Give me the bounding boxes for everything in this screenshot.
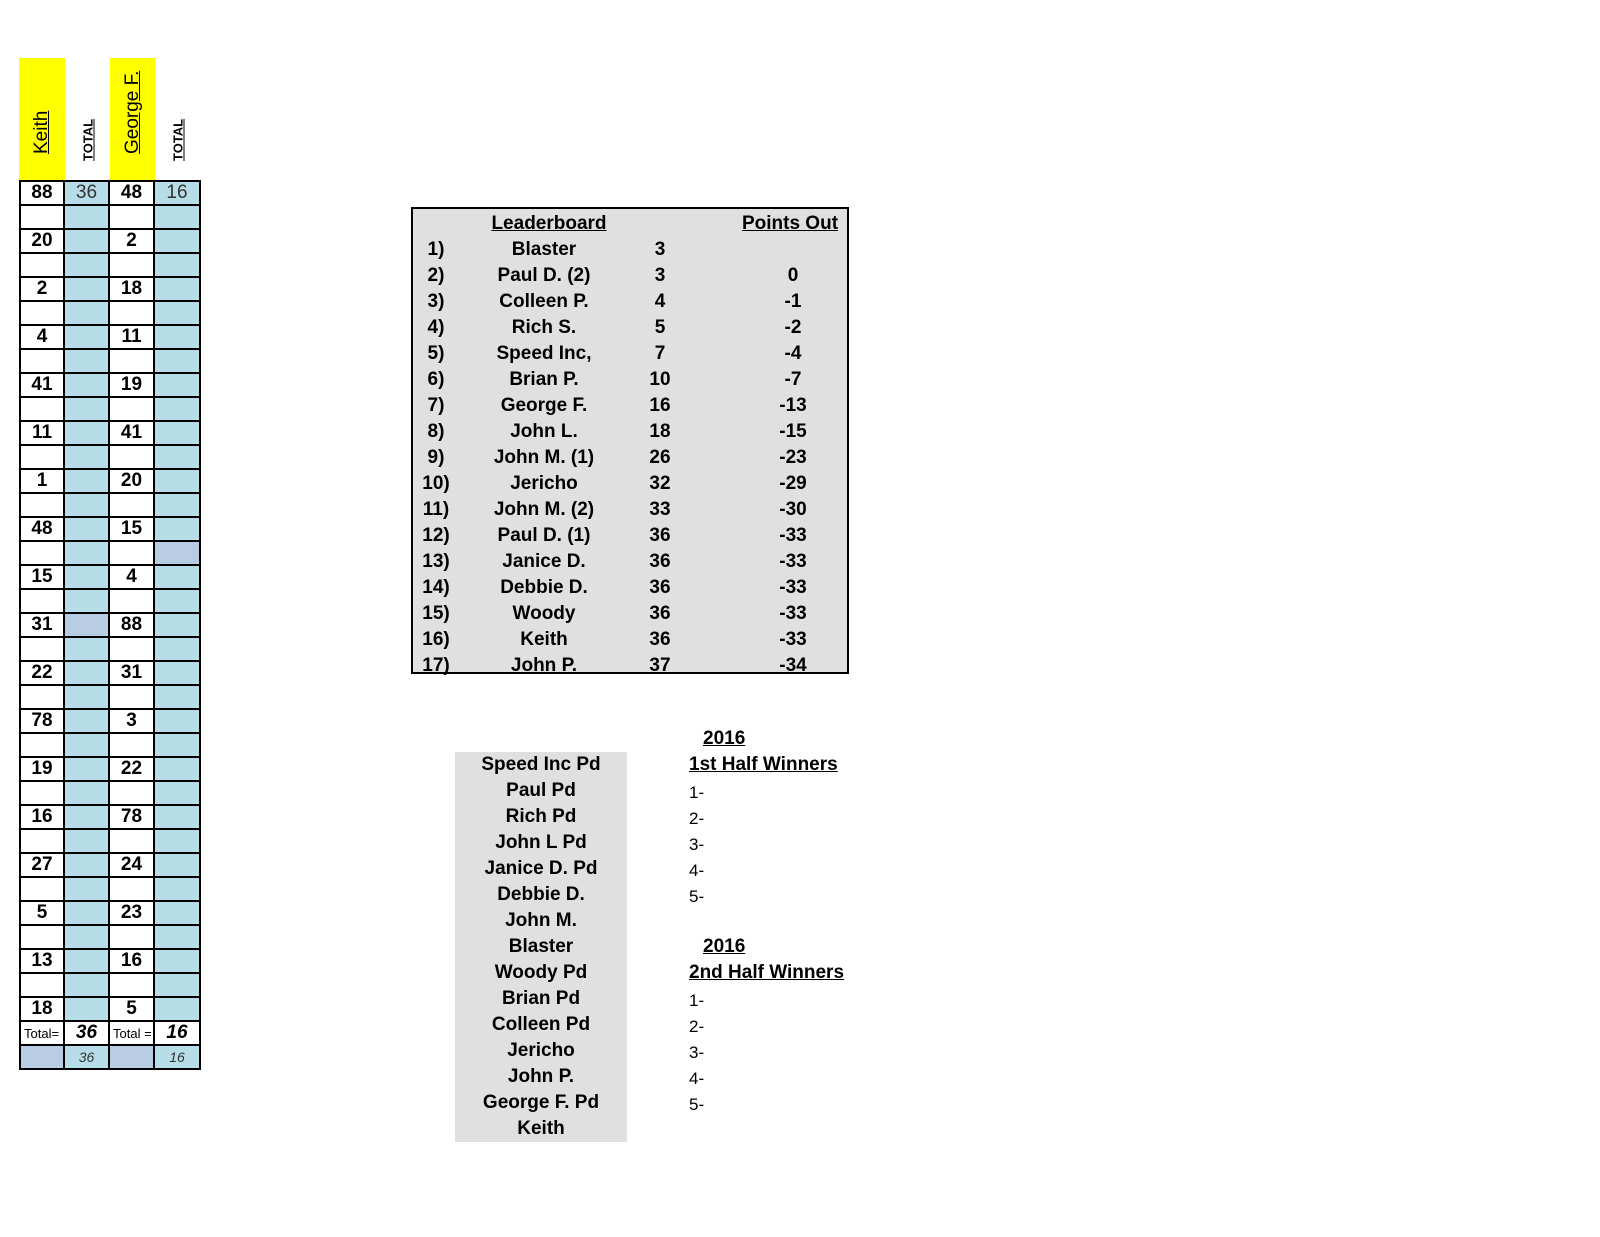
grid-cell [155, 734, 201, 758]
keith-pick-cell: 16 [19, 806, 65, 830]
points-out-header: Points Out [741, 213, 839, 234]
keith-pick-cell: 2 [19, 278, 65, 302]
leaderboard-points-out: -23 [779, 447, 807, 468]
george-pick-cell: 22 [110, 758, 155, 782]
leaderboard-rank: 3) [427, 291, 445, 312]
grid-cell [65, 566, 110, 590]
grid-cell [65, 230, 110, 254]
george-bottom-total: 16 [155, 1046, 201, 1070]
keith-pick-cell: 13 [19, 950, 65, 974]
grid-cell [19, 878, 65, 902]
grid-cell [155, 470, 201, 494]
grid-cell [65, 782, 110, 806]
leaderboard-name: John P. [510, 655, 578, 676]
keith-pick-cell: 20 [19, 230, 65, 254]
grid-cell [65, 878, 110, 902]
leaderboard-rank: 13) [422, 551, 450, 572]
leaderboard-row [413, 471, 847, 497]
grid-cell [155, 350, 201, 374]
grid-cell [19, 926, 65, 950]
keith-pick-cell: 18 [19, 998, 65, 1022]
grid-cell [110, 782, 155, 806]
paid-list-item: George F. Pd [482, 1092, 600, 1113]
grid-cell [110, 878, 155, 902]
winner-place: 2- [689, 809, 705, 828]
grid-cell [19, 206, 65, 230]
leaderboard-points-out: -33 [779, 629, 807, 650]
leaderboard-points-out: -33 [779, 525, 807, 546]
leaderboard-row [413, 549, 847, 575]
grid-cell [110, 254, 155, 278]
george-total-header-text: TOTAL [170, 118, 186, 161]
grid-cell [155, 662, 201, 686]
grid-cell [155, 590, 201, 614]
grid-cell [65, 542, 110, 566]
leaderboard-points-out: -30 [779, 499, 807, 520]
paid-list-item: Brian Pd [501, 988, 581, 1009]
grid-cell [110, 686, 155, 710]
grid-cell [155, 830, 201, 854]
george-pick-cell: 31 [110, 662, 155, 686]
leaderboard-rank: 17) [422, 655, 450, 676]
leaderboard-row [413, 263, 847, 289]
keith-total-label: Total= [19, 1022, 65, 1046]
keith-pick-cell: 48 [19, 518, 65, 542]
grid-cell [19, 446, 65, 470]
leaderboard-rank: 9) [427, 447, 445, 468]
grid-cell [65, 950, 110, 974]
leaderboard-name: Blaster [511, 239, 577, 260]
leaderboard-points-out: -7 [784, 369, 802, 390]
second-half-year: 2016 [703, 936, 746, 957]
leaderboard-points: 26 [649, 447, 671, 468]
leaderboard-points: 4 [654, 291, 666, 312]
george-total-value: 16 [155, 1022, 201, 1046]
keith-pick-cell: 11 [19, 422, 65, 446]
paid-list-item: Jericho [507, 1040, 575, 1061]
grid-cell [110, 302, 155, 326]
score-grid [19, 58, 201, 1070]
leaderboard-points-out: 0 [787, 265, 799, 286]
grid-cell [65, 446, 110, 470]
leaderboard-points-out: -29 [779, 473, 807, 494]
leaderboard-points: 3 [654, 239, 666, 260]
grid-cell [155, 686, 201, 710]
leaderboard-name: Paul D. (2) [497, 265, 591, 286]
grid-cell [19, 782, 65, 806]
grid-cell [65, 302, 110, 326]
grid-top-cell: 88 [19, 180, 65, 206]
grid-top-cell: 36 [65, 180, 110, 206]
grid-cell [110, 494, 155, 518]
george-pick-cell: 16 [110, 950, 155, 974]
leaderboard-rank: 1) [427, 239, 445, 260]
leaderboard-points-out: -15 [779, 421, 807, 442]
grid-cell [65, 902, 110, 926]
grid-cell [110, 542, 155, 566]
leaderboard-points: 16 [649, 395, 671, 416]
grid-cell [19, 398, 65, 422]
leaderboard-points-out: -33 [779, 603, 807, 624]
leaderboard-rank: 8) [427, 421, 445, 442]
grid-cell [155, 974, 201, 998]
grid-cell [110, 974, 155, 998]
grid-cell [65, 590, 110, 614]
winner-place: 4- [689, 1069, 705, 1088]
keith-pick-cell: 1 [19, 470, 65, 494]
keith-total-header-text: TOTAL [80, 118, 95, 161]
grid-cell [65, 398, 110, 422]
keith-pick-cell: 5 [19, 902, 65, 926]
grid-cell [110, 734, 155, 758]
leaderboard-points-out: -33 [779, 577, 807, 598]
keith-total-value: 36 [65, 1022, 110, 1046]
grid-cell [155, 302, 201, 326]
leaderboard-points-out: -1 [784, 291, 802, 312]
leaderboard-points-out: -34 [779, 655, 807, 676]
grid-cell [110, 638, 155, 662]
keith-pick-cell: 19 [19, 758, 65, 782]
first-half-year: 2016 [703, 728, 746, 749]
leaderboard-rank: 2) [427, 265, 445, 286]
grid-cell [155, 710, 201, 734]
leaderboard-name: Colleen P. [499, 291, 589, 312]
leaderboard-name: Speed Inc, [496, 343, 592, 364]
grid-cell [65, 998, 110, 1022]
paid-list-item: Woody Pd [494, 962, 588, 983]
leaderboard-row [413, 367, 847, 393]
grid-cell [155, 782, 201, 806]
keith-pick-cell: 22 [19, 662, 65, 686]
leaderboard-rank: 15) [422, 603, 450, 624]
leaderboard-row [413, 601, 847, 627]
grid-cell [155, 758, 201, 782]
grid-cell [155, 206, 201, 230]
keith-pick-cell: 78 [19, 710, 65, 734]
grid-cell [155, 398, 201, 422]
leaderboard-name: John L. [510, 421, 578, 442]
grid-cell [19, 686, 65, 710]
leaderboard-name: Janice D. [502, 551, 586, 572]
grid-cell [19, 638, 65, 662]
grid-cell [65, 278, 110, 302]
leaderboard-row [413, 445, 847, 471]
leaderboard-rank: 11) [422, 499, 450, 520]
leaderboard-points-out: -4 [784, 343, 802, 364]
leaderboard-points: 5 [654, 317, 666, 338]
keith-pick-cell: 27 [19, 854, 65, 878]
george-pick-cell: 88 [110, 614, 155, 638]
keith-bottom-total: 36 [65, 1046, 110, 1070]
grid-cell [155, 542, 201, 566]
grid-top-cell: 16 [155, 180, 201, 206]
leaderboard-points: 10 [649, 369, 671, 390]
george-pick-cell: 11 [110, 326, 155, 350]
leaderboard-row [413, 393, 847, 419]
grid-cell [110, 446, 155, 470]
grid-cell [155, 950, 201, 974]
grid-cell [155, 326, 201, 350]
leaderboard-row [413, 419, 847, 445]
george-pick-cell: 19 [110, 374, 155, 398]
winner-place: 1- [689, 783, 705, 802]
grid-cell [65, 830, 110, 854]
grid-cell [65, 734, 110, 758]
grid-cell [19, 254, 65, 278]
leaderboard-name: Jericho [510, 473, 578, 494]
grid-cell [155, 902, 201, 926]
grid-cell [155, 806, 201, 830]
second-half-title: 2nd Half Winners [689, 962, 845, 983]
george-pick-cell: 15 [110, 518, 155, 542]
grid-cell [65, 638, 110, 662]
keith-pick-cell: 41 [19, 374, 65, 398]
grid-cell [65, 206, 110, 230]
grid-cell [65, 710, 110, 734]
keith-header [19, 58, 65, 180]
leaderboard-rank: 14) [422, 577, 450, 598]
paid-list-item: Colleen Pd [491, 1014, 591, 1035]
leaderboard-points: 36 [649, 629, 671, 650]
grid-cell [155, 278, 201, 302]
leaderboard-points-out: -2 [784, 317, 802, 338]
grid-cell [155, 374, 201, 398]
leaderboard-row [413, 523, 847, 549]
leaderboard-name: Rich S. [511, 317, 577, 338]
leaderboard-points: 32 [649, 473, 671, 494]
leaderboard-points: 33 [649, 499, 671, 520]
grid-cell [110, 830, 155, 854]
leaderboard-row [413, 497, 847, 523]
leaderboard-row [413, 627, 847, 653]
grid-cell [65, 806, 110, 830]
george-header-text: George F. [121, 70, 143, 154]
grid-cell [19, 734, 65, 758]
paid-list-item: Speed Inc Pd [481, 754, 601, 775]
leaderboard-name: Keith [520, 629, 568, 650]
leaderboard-name: John M. (2) [493, 499, 595, 520]
leaderboard-name: Woody [512, 603, 576, 624]
leaderboard-row [413, 289, 847, 315]
grid-cell [155, 878, 201, 902]
george-header [110, 58, 155, 180]
grid-cell [65, 926, 110, 950]
leaderboard-rank: 10) [422, 473, 450, 494]
keith-pick-cell: 4 [19, 326, 65, 350]
grid-cell [19, 974, 65, 998]
grid-cell [65, 254, 110, 278]
keith-pick-cell: 31 [19, 614, 65, 638]
leaderboard-points: 36 [649, 551, 671, 572]
paid-list-item: John L Pd [495, 832, 587, 853]
grid-cell [65, 758, 110, 782]
winner-place: 5- [689, 887, 705, 906]
paid-list-item: John M. [505, 910, 577, 931]
george-pick-cell: 78 [110, 806, 155, 830]
paid-list-item: Blaster [508, 936, 574, 957]
george-pick-cell: 3 [110, 710, 155, 734]
grid-cell [19, 830, 65, 854]
grid-cell [110, 926, 155, 950]
leaderboard-header-row [413, 211, 847, 237]
george-pick-cell: 41 [110, 422, 155, 446]
leaderboard-rank: 6) [427, 369, 445, 390]
keith-total-header [65, 58, 110, 180]
paid-list-item: Paul Pd [506, 780, 576, 801]
grid-cell [19, 542, 65, 566]
grid-bottom-cell [19, 1046, 65, 1070]
leaderboard-rank: 12) [422, 525, 450, 546]
grid-cell [155, 854, 201, 878]
leaderboard-row [413, 315, 847, 341]
grid-cell [65, 350, 110, 374]
grid-bottom-cell [110, 1046, 155, 1070]
leaderboard-name: Debbie D. [500, 577, 588, 598]
grid-cell [19, 590, 65, 614]
grid-cell [65, 326, 110, 350]
george-total-label: Total = [110, 1022, 155, 1046]
leaderboard-points: 36 [649, 577, 671, 598]
grid-cell [65, 854, 110, 878]
leaderboard-points: 37 [649, 655, 671, 676]
grid-cell [110, 398, 155, 422]
george-pick-cell: 4 [110, 566, 155, 590]
grid-cell [65, 974, 110, 998]
leaderboard-panel [411, 207, 849, 674]
leaderboard-name: Paul D. (1) [497, 525, 591, 546]
grid-cell [155, 518, 201, 542]
paid-list-item: Janice D. Pd [484, 858, 598, 879]
george-pick-cell: 24 [110, 854, 155, 878]
grid-cell [65, 518, 110, 542]
leaderboard-row [413, 575, 847, 601]
first-half-title: 1st Half Winners [689, 754, 838, 775]
keith-header-text: Keith [31, 110, 52, 154]
leaderboard-rank: 4) [427, 317, 445, 338]
george-pick-cell: 5 [110, 998, 155, 1022]
grid-cell [155, 446, 201, 470]
george-pick-cell: 2 [110, 230, 155, 254]
grid-cell [19, 494, 65, 518]
leaderboard-rank: 16) [422, 629, 450, 650]
leaderboard-name: Brian P. [509, 369, 579, 390]
winner-place: 5- [689, 1095, 705, 1114]
grid-cell [155, 230, 201, 254]
george-pick-cell: 20 [110, 470, 155, 494]
grid-cell [155, 926, 201, 950]
paid-list-item: John P. [507, 1066, 575, 1087]
grid-cell [65, 662, 110, 686]
paid-list [455, 752, 627, 1142]
grid-cell [65, 374, 110, 398]
grid-cell [155, 638, 201, 662]
grid-top-cell: 48 [110, 180, 155, 206]
leaderboard-points-out: -33 [779, 551, 807, 572]
paid-list-item: Debbie D. [497, 884, 585, 905]
grid-cell [155, 614, 201, 638]
grid-cell [155, 494, 201, 518]
grid-cell [65, 422, 110, 446]
leaderboard-points: 3 [654, 265, 666, 286]
leaderboard-rank: 7) [427, 395, 445, 416]
winner-place: 4- [689, 861, 705, 880]
winner-place: 3- [689, 1043, 705, 1062]
leaderboard-row [413, 237, 847, 263]
leaderboard-name: George F. [500, 395, 588, 416]
george-pick-cell: 23 [110, 902, 155, 926]
grid-cell [65, 470, 110, 494]
leaderboard-row [413, 341, 847, 367]
leaderboard-title: Leaderboard [491, 213, 607, 234]
leaderboard-rank: 5) [427, 343, 445, 364]
paid-list-item: Rich Pd [505, 806, 577, 827]
keith-pick-cell: 15 [19, 566, 65, 590]
leaderboard-points: 7 [654, 343, 666, 364]
grid-cell [65, 614, 110, 638]
paid-list-item: Keith [517, 1118, 565, 1139]
grid-cell [110, 590, 155, 614]
leaderboard-points: 36 [649, 603, 671, 624]
grid-cell [110, 206, 155, 230]
grid-cell [65, 494, 110, 518]
leaderboard-points: 36 [649, 525, 671, 546]
george-total-header [155, 58, 201, 180]
grid-cell [155, 566, 201, 590]
winner-place: 3- [689, 835, 705, 854]
grid-cell [19, 302, 65, 326]
grid-cell [155, 998, 201, 1022]
leaderboard-row [413, 653, 847, 679]
winner-place: 2- [689, 1017, 705, 1036]
leaderboard-name: John M. (1) [493, 447, 595, 468]
grid-cell [155, 254, 201, 278]
grid-cell [19, 350, 65, 374]
leaderboard-points-out: -13 [779, 395, 807, 416]
winner-place: 1- [689, 991, 705, 1010]
grid-cell [155, 422, 201, 446]
george-pick-cell: 18 [110, 278, 155, 302]
grid-cell [110, 350, 155, 374]
grid-cell [65, 686, 110, 710]
leaderboard-points: 18 [649, 421, 671, 442]
